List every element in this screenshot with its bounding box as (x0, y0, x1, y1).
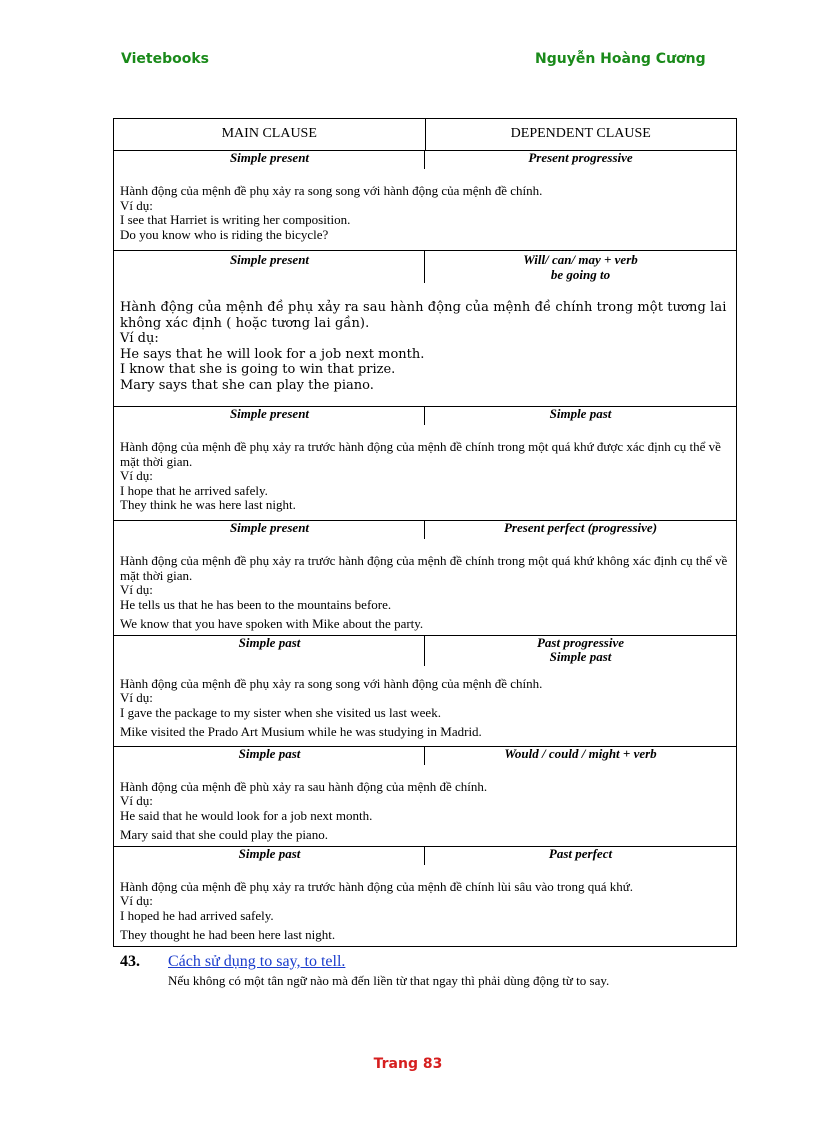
example-label: Ví dụ: (120, 893, 153, 908)
header-left: Vietebooks (121, 51, 209, 67)
rule-description: Hành động của mệnh đề phụ xảy ra song song với hành động của mệnh đề chính. (120, 183, 543, 198)
table-row (114, 846, 737, 946)
example: I gave the package to my sister when she visited us last week. (120, 704, 441, 720)
example: They think he was here last night. (120, 497, 296, 512)
example-label: Ví dụ: (120, 331, 159, 346)
main-tense: Simple past (238, 634, 301, 650)
dependent-tense: Past perfect (424, 847, 736, 865)
main-tense: Simple past (238, 845, 301, 861)
dependent-tense: Present progressive (424, 151, 736, 169)
dependent-tense: Present perfect (progressive) (424, 521, 736, 539)
example: Mary says that she can play the piano. (120, 377, 374, 393)
example: Mike visited the Prado Art Musium while he was studying in Madrid. (120, 724, 482, 739)
example: He said that he would look for a job next month. (120, 807, 373, 823)
table-row (114, 521, 737, 636)
example-label: Ví dụ: (120, 468, 153, 483)
example: He tells us that he has been to the mountains before. (120, 596, 392, 612)
section-body: Nếu không có một tân ngữ nào mà đến liền từ that ngay thì phải dùng động từ to say. (168, 973, 610, 988)
example-label: Ví dụ: (120, 197, 153, 213)
example-label: Ví dụ: (120, 582, 153, 597)
section-number: 43. (120, 953, 140, 970)
example: I know that she is going to win that prize. (120, 362, 396, 377)
dependent-tense (424, 636, 736, 666)
table-row (114, 407, 737, 521)
table-row (114, 151, 737, 251)
col-dependent-clause: DEPENDENT CLAUSE (425, 119, 737, 151)
example-label: Ví dụ: (120, 690, 153, 705)
dependent-tense: Would / could / might + verb (424, 747, 736, 765)
example: I hoped he had arrived safely. (120, 907, 274, 923)
table-header-row (114, 119, 737, 151)
main-tense: Simple present (229, 150, 310, 165)
example: I hope that he arrived safely. (120, 482, 268, 498)
table-row (114, 251, 737, 407)
example: Mary said that she could play the piano. (120, 827, 328, 842)
page-number: Trang 83 (373, 1056, 443, 1072)
dependent-tense-line1: Past progressive (536, 634, 625, 650)
main-tense: Simple present (229, 252, 310, 267)
example: Do you know who is riding the bicycle? (120, 226, 329, 242)
header-right: Nguyễn Hoàng Cương (535, 51, 706, 67)
example-label: Ví dụ: (120, 793, 153, 808)
rule-description: Hành động của mệnh đề phụ xảy ra trước hành động của mệnh đề chính lùi sâu vào trong quá khứ. (120, 878, 634, 894)
example: We know that you have spoken with Mike about the party. (120, 616, 424, 631)
example: He says that he will look for a job next month. (120, 346, 425, 362)
dependent-tense-line2: Simple past (549, 649, 612, 664)
col-main-clause: MAIN CLAUSE (114, 119, 426, 151)
rule-description: Hành động của mệnh đề phụ xảy ra trước hành động của mệnh đề chính trong một quá khứ được xác định cụ thể về mặt thời gian. (120, 439, 721, 469)
rule-description: Hành động của mệnh đề phù xảy ra sau hành động của mệnh đề chính. (120, 778, 488, 794)
dependent-tense: Simple past (424, 407, 736, 425)
example: I see that Harriet is writing her composition. (120, 212, 351, 227)
main-tense: Simple past (238, 745, 301, 761)
section-title-link[interactable]: Cách sử dụng to say, to tell. (168, 953, 346, 970)
rule-description: Hành động của mệnh đề phụ xảy ra trước hành động của mệnh đề chính trong một quá khứ không xác định cụ thể về mặt thời gian. (120, 553, 728, 583)
example: They thought he had been here last night. (120, 927, 336, 942)
main-tense: Simple present (229, 520, 310, 535)
table-row (114, 635, 737, 746)
main-tense: Simple present (229, 406, 310, 421)
tense-sequence-table (113, 118, 737, 947)
dependent-tense-line2: be going to (550, 266, 611, 282)
dependent-tense (424, 251, 736, 283)
rule-description: Hành động của mệnh đề phụ xảy ra song song với hành động của mệnh đề chính. (120, 675, 543, 691)
table-row (114, 746, 737, 846)
rule-description: Hành động của mệnh đề phụ xảy ra sau hành động của mệnh đề chính trong một tương lai không xác định ( hoặc tương lai gần). (120, 300, 727, 331)
dependent-tense-line1: Will/ can/ may + verb (523, 252, 638, 267)
